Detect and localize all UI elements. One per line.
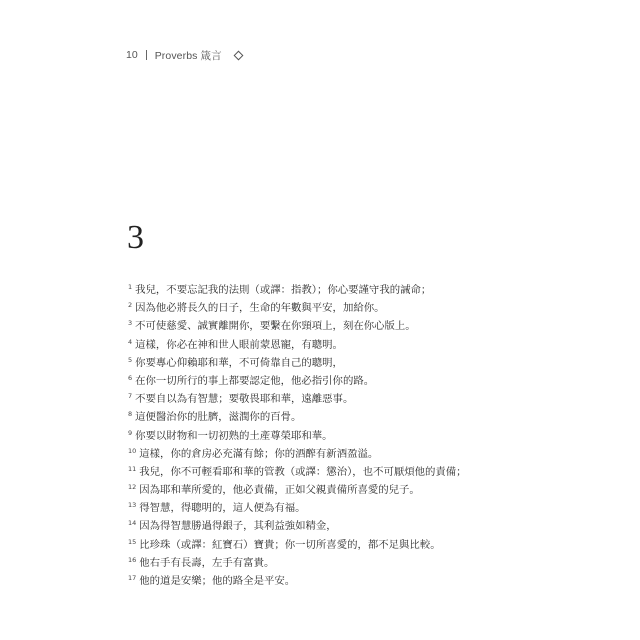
verse-text: 這樣，你的倉房必充滿有餘；你的酒醡有新酒盈溢。 <box>139 447 379 460</box>
book-title: Proverbs 箴言 <box>154 49 222 62</box>
verse-text: 他右手有長壽，左手有富貴。 <box>139 556 275 569</box>
verse-14 <box>128 517 488 535</box>
running-header <box>126 47 242 63</box>
verse-list <box>128 281 488 590</box>
verse-number: 11 <box>128 464 137 473</box>
verse-text: 你要以財物和一切初熟的土產尊榮耶和華。 <box>135 429 333 442</box>
verse-10 <box>128 445 488 463</box>
verse-6 <box>128 372 488 390</box>
verse-number: 12 <box>128 483 137 492</box>
page-number: 10 <box>126 49 138 61</box>
verse-text: 因為他必將長久的日子，生命的年數與平安，加給你。 <box>135 302 385 315</box>
header-divider <box>146 50 147 60</box>
verse-number: 5 <box>128 355 133 364</box>
verse-8 <box>128 408 488 426</box>
verse-number: 16 <box>128 555 137 564</box>
verse-13 <box>128 499 488 517</box>
verse-number: 1 <box>128 283 133 291</box>
verse-text: 他的道是安樂；他的路全是平安。 <box>139 575 296 587</box>
verse-12 <box>128 481 488 499</box>
verse-number: 2 <box>128 301 133 310</box>
verse-16 <box>128 554 488 572</box>
verse-number: 15 <box>128 537 137 546</box>
verse-15 <box>128 536 488 554</box>
verse-9 <box>128 427 488 445</box>
verse-text: 不可使慈愛、誠實離開你，要繫在你頸項上，刻在你心版上。 <box>135 320 416 333</box>
verse-text: 因為得智慧勝過得銀子，其利益強如精金， <box>139 520 337 533</box>
verse-number: 6 <box>128 373 133 382</box>
verse-4 <box>128 336 488 354</box>
verse-11 <box>128 463 488 481</box>
verse-number: 14 <box>128 519 137 528</box>
verse-text: 你要專心仰賴耶和華，不可倚靠自己的聰明， <box>135 356 343 369</box>
verse-text: 這便醫治你的肚臍，滋潤你的百骨。 <box>135 411 302 424</box>
verse-2 <box>128 299 488 317</box>
verse-1 <box>128 281 488 299</box>
verse-text: 在你一切所行的事上都要認定他，他必指引你的路。 <box>135 374 375 387</box>
verse-number: 17 <box>128 574 137 582</box>
verse-number: 13 <box>128 501 137 510</box>
verse-text: 我兒，你不可輕看耶和華的管教（或譯：懲治），也不可厭煩他的責備； <box>139 465 467 478</box>
verse-5 <box>128 354 488 372</box>
verse-number: 9 <box>128 428 133 437</box>
verse-text: 不要自以為有智慧；要敬畏耶和華，遠離惡事。 <box>135 393 354 406</box>
verse-text: 我兒，不要忘記我的法則（或譯：指教）；你心要謹守我的誡命； <box>135 284 432 296</box>
verse-7 <box>128 390 488 408</box>
verse-number: 3 <box>128 319 133 328</box>
verse-text: 得智慧，得聰明的，這人便為有福。 <box>139 502 306 515</box>
verse-number: 4 <box>128 337 133 346</box>
verse-3 <box>128 317 488 335</box>
diamond-icon <box>233 50 243 60</box>
verse-text: 比珍珠（或譯：紅寶石）寶貴；你一切所喜愛的，都不足與比較。 <box>139 538 441 551</box>
verse-number: 8 <box>128 410 133 419</box>
verse-17 <box>128 572 488 590</box>
verse-text: 這樣，你必在神和世人眼前蒙恩寵，有聰明。 <box>135 338 343 351</box>
chapter-number: 3 <box>127 219 144 256</box>
verse-number: 10 <box>128 446 137 455</box>
verse-number: 7 <box>128 392 133 401</box>
verse-text: 因為耶和華所愛的，他必責備，正如父親責備所喜愛的兒子。 <box>139 484 420 497</box>
